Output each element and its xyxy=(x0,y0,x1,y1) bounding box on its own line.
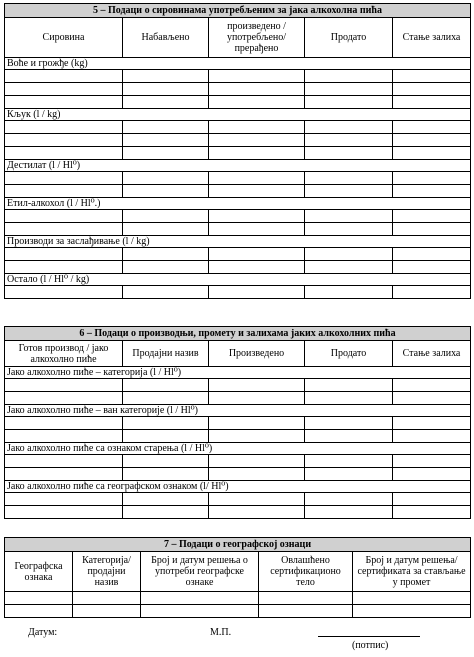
table-cell[interactable] xyxy=(393,83,471,96)
table-cell[interactable] xyxy=(209,286,305,299)
date-label: Датум: xyxy=(28,627,58,638)
table-cell[interactable] xyxy=(305,417,393,430)
table-cell[interactable] xyxy=(5,83,123,96)
col-header: Произведено xyxy=(209,341,305,367)
section-6-table xyxy=(4,326,471,519)
table-cell[interactable] xyxy=(209,392,305,405)
table-cell[interactable] xyxy=(209,248,305,261)
category-row: Дестилат (l / Hl⁰) xyxy=(5,160,471,172)
table-cell[interactable] xyxy=(141,592,259,605)
table-cell[interactable] xyxy=(393,172,471,185)
table-cell[interactable] xyxy=(123,417,209,430)
table-cell[interactable] xyxy=(305,468,393,481)
table-cell[interactable] xyxy=(5,592,73,605)
section-5-title: 5 – Подаци о сировинама употребљеним за јака алкохолна пића xyxy=(5,4,471,18)
category-row: Јако алкохолно пиће са географском ознаком (l/ Hl⁰) xyxy=(5,481,471,493)
table-cell[interactable] xyxy=(393,468,471,481)
col-header: Набављено xyxy=(123,18,209,58)
table-cell[interactable] xyxy=(305,70,393,83)
table-cell[interactable] xyxy=(123,455,209,468)
table-cell[interactable] xyxy=(5,493,123,506)
table-cell[interactable] xyxy=(393,455,471,468)
table-cell[interactable] xyxy=(305,261,393,274)
table-cell[interactable] xyxy=(5,70,123,83)
table-cell[interactable] xyxy=(123,493,209,506)
table-cell[interactable] xyxy=(5,121,123,134)
table-cell[interactable] xyxy=(305,430,393,443)
table-cell[interactable] xyxy=(209,96,305,109)
category-row: Остало (l / Hl⁰ / kg) xyxy=(5,274,471,286)
category-row: Производи за заслађивање (l / kg) xyxy=(5,236,471,248)
table-cell[interactable] xyxy=(393,210,471,223)
table-cell[interactable] xyxy=(209,172,305,185)
table-cell[interactable] xyxy=(393,134,471,147)
table-cell[interactable] xyxy=(209,430,305,443)
table-cell[interactable] xyxy=(305,147,393,160)
table-cell[interactable] xyxy=(393,379,471,392)
col-header: Сировина xyxy=(5,18,123,58)
category-row: Етил-алкохол (l / Hl⁰.) xyxy=(5,198,471,210)
table-cell[interactable] xyxy=(123,147,209,160)
col-header: Продато xyxy=(305,18,393,58)
table-cell[interactable] xyxy=(393,96,471,109)
table-cell[interactable] xyxy=(393,185,471,198)
table-cell[interactable] xyxy=(209,70,305,83)
table-cell[interactable] xyxy=(5,605,73,618)
table-cell[interactable] xyxy=(305,379,393,392)
table-cell[interactable] xyxy=(73,592,141,605)
table-cell[interactable] xyxy=(5,379,123,392)
table-cell[interactable] xyxy=(305,96,393,109)
table-cell[interactable] xyxy=(305,493,393,506)
table-cell[interactable] xyxy=(393,392,471,405)
table-cell[interactable] xyxy=(393,248,471,261)
table-cell[interactable] xyxy=(123,134,209,147)
table-cell[interactable] xyxy=(5,96,123,109)
table-cell[interactable] xyxy=(5,210,123,223)
col-header: Стање залиха xyxy=(393,18,471,58)
col-header: Категорија/ продајни назив xyxy=(73,552,141,592)
table-cell[interactable] xyxy=(393,70,471,83)
table-cell[interactable] xyxy=(305,392,393,405)
table-cell[interactable] xyxy=(123,261,209,274)
table-cell[interactable] xyxy=(5,455,123,468)
table-cell[interactable] xyxy=(209,261,305,274)
table-cell[interactable] xyxy=(393,223,471,236)
table-cell[interactable] xyxy=(353,592,471,605)
section-6-title: 6 – Подаци о производњи, промету и залихама јаких алкохолних пића xyxy=(5,327,471,341)
table-cell[interactable] xyxy=(5,147,123,160)
table-cell[interactable] xyxy=(393,121,471,134)
table-cell[interactable] xyxy=(209,185,305,198)
table-cell[interactable] xyxy=(209,223,305,236)
table-cell[interactable] xyxy=(5,417,123,430)
table-cell[interactable] xyxy=(123,70,209,83)
col-header: Број и датум решења/сертификата за стављање у промет xyxy=(353,552,471,592)
category-row: Кљук (l / kg) xyxy=(5,109,471,121)
category-row: Јако алкохолно пиће – ван категорије (l / Hl⁰) xyxy=(5,405,471,417)
table-cell[interactable] xyxy=(123,379,209,392)
col-header: Продајни назив xyxy=(123,341,209,367)
table-cell[interactable] xyxy=(73,605,141,618)
table-cell[interactable] xyxy=(259,605,353,618)
table-cell[interactable] xyxy=(209,417,305,430)
table-cell[interactable] xyxy=(5,248,123,261)
table-cell[interactable] xyxy=(209,147,305,160)
table-cell[interactable] xyxy=(393,506,471,519)
table-cell[interactable] xyxy=(393,261,471,274)
table-cell[interactable] xyxy=(5,506,123,519)
table-cell[interactable] xyxy=(123,248,209,261)
table-cell[interactable] xyxy=(209,83,305,96)
table-cell[interactable] xyxy=(123,172,209,185)
table-cell[interactable] xyxy=(305,185,393,198)
table-cell[interactable] xyxy=(123,430,209,443)
table-cell[interactable] xyxy=(5,134,123,147)
col-header: Готов производ / јако алкохолно пиће xyxy=(5,341,123,367)
table-cell[interactable] xyxy=(305,172,393,185)
table-cell[interactable] xyxy=(123,286,209,299)
table-cell[interactable] xyxy=(123,121,209,134)
col-header: произведено / употребљено/ прерађено xyxy=(209,18,305,58)
table-cell[interactable] xyxy=(123,223,209,236)
table-cell[interactable] xyxy=(305,223,393,236)
section-5-table xyxy=(4,3,471,299)
table-cell[interactable] xyxy=(123,96,209,109)
table-cell[interactable] xyxy=(393,493,471,506)
table-cell[interactable] xyxy=(353,605,471,618)
table-cell[interactable] xyxy=(305,506,393,519)
seal-label: М.П. xyxy=(210,627,232,638)
table-cell[interactable] xyxy=(123,185,209,198)
table-cell[interactable] xyxy=(5,223,123,236)
table-cell[interactable] xyxy=(209,493,305,506)
table-cell[interactable] xyxy=(5,261,123,274)
table-cell[interactable] xyxy=(5,430,123,443)
table-cell[interactable] xyxy=(305,121,393,134)
table-cell[interactable] xyxy=(305,248,393,261)
col-header: Број и датум решења о употреби географске ознаке xyxy=(141,552,259,592)
signature-label: (потпис) xyxy=(352,640,389,651)
table-cell[interactable] xyxy=(123,506,209,519)
table-cell[interactable] xyxy=(209,210,305,223)
table-cell[interactable] xyxy=(5,185,123,198)
table-cell[interactable] xyxy=(305,210,393,223)
table-cell[interactable] xyxy=(209,455,305,468)
table-cell[interactable] xyxy=(209,506,305,519)
table-cell[interactable] xyxy=(305,83,393,96)
table-cell[interactable] xyxy=(209,134,305,147)
table-cell[interactable] xyxy=(141,605,259,618)
table-cell[interactable] xyxy=(209,379,305,392)
table-cell[interactable] xyxy=(5,172,123,185)
table-cell[interactable] xyxy=(209,121,305,134)
table-cell[interactable] xyxy=(123,392,209,405)
col-header: Продато xyxy=(305,341,393,367)
category-row: Јако алкохолно пиће – категорија (l / Hl⁰) xyxy=(5,367,471,379)
table-cell[interactable] xyxy=(123,83,209,96)
table-cell[interactable] xyxy=(5,286,123,299)
signature-line xyxy=(318,636,420,637)
table-cell[interactable] xyxy=(305,134,393,147)
table-cell[interactable] xyxy=(305,455,393,468)
col-header: Овлашћено сертификационо тело xyxy=(259,552,353,592)
col-header: Стање залиха xyxy=(393,341,471,367)
table-cell[interactable] xyxy=(393,430,471,443)
table-cell[interactable] xyxy=(393,417,471,430)
section-7-table xyxy=(4,537,471,618)
table-cell[interactable] xyxy=(123,468,209,481)
table-cell[interactable] xyxy=(393,286,471,299)
table-cell[interactable] xyxy=(259,592,353,605)
table-cell[interactable] xyxy=(5,468,123,481)
table-cell[interactable] xyxy=(5,392,123,405)
category-row: Воће и грожђе (kg) xyxy=(5,58,471,70)
col-header: Географска ознака xyxy=(5,552,73,592)
category-row: Јако алкохолно пиће са ознаком старења (l / Hl⁰) xyxy=(5,443,471,455)
table-cell[interactable] xyxy=(123,210,209,223)
table-cell[interactable] xyxy=(209,468,305,481)
section-7-title: 7 – Подаци о географској ознаци xyxy=(5,538,471,552)
table-cell[interactable] xyxy=(393,147,471,160)
table-cell[interactable] xyxy=(305,286,393,299)
